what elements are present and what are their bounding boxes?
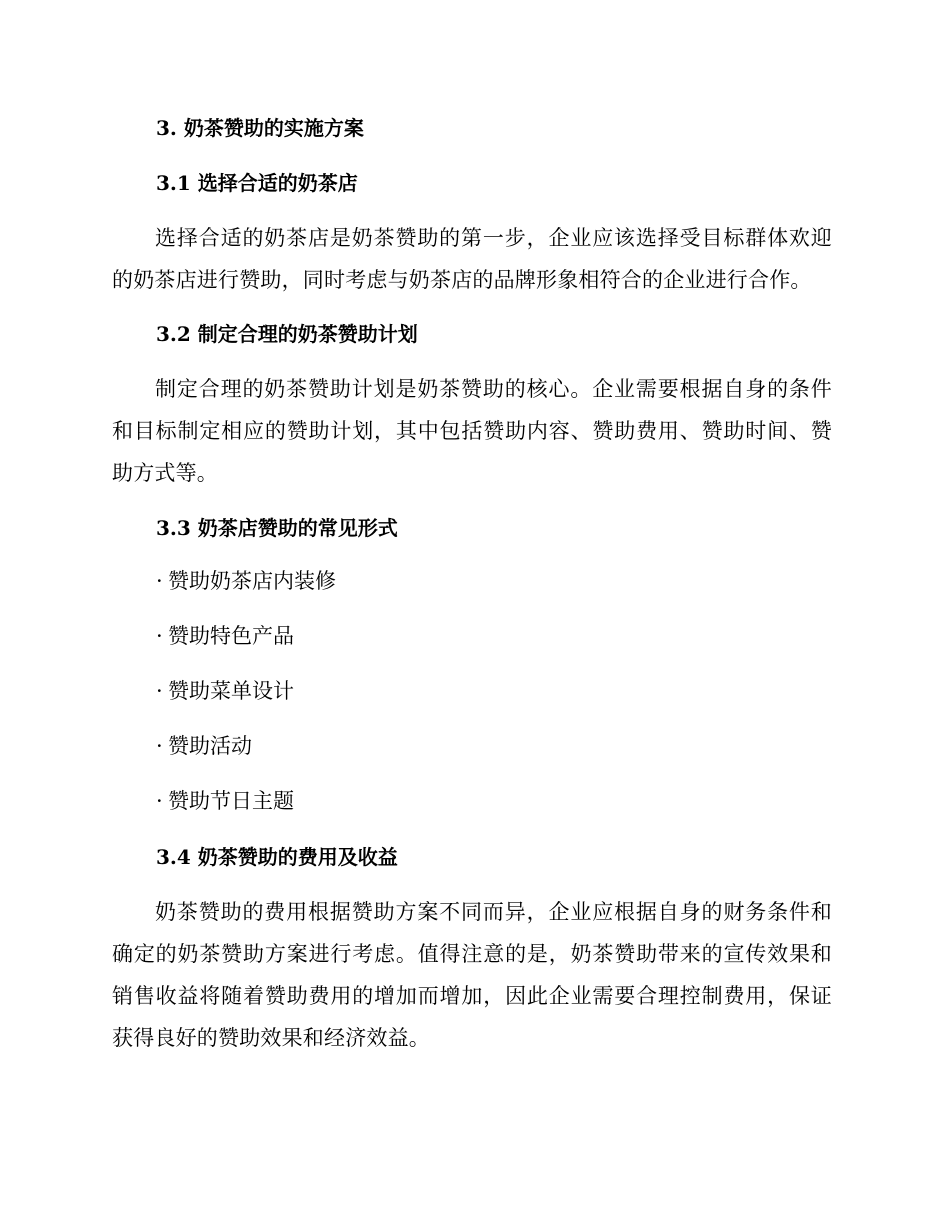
paragraph-3-1: 选择合适的奶茶店是奶茶赞助的第一步，企业应该选择受目标群体欢迎的奶茶店进行赞助，同时考虑与奶茶店的品牌形象相符合的企业进行合作。 xyxy=(112,226,832,292)
bullet: · xyxy=(156,679,163,703)
section-heading: 3. 奶茶赞助的实施方案 xyxy=(156,116,364,140)
bullet: · xyxy=(156,624,163,648)
list-item xyxy=(156,622,876,650)
list-item xyxy=(156,787,876,815)
subsection-heading-3-2: 3.2 制定合理的奶茶赞助计划 xyxy=(156,322,418,346)
bullet: · xyxy=(156,569,163,593)
list-item xyxy=(156,677,876,705)
bullet: · xyxy=(156,734,163,758)
paragraph-3-4: 奶茶赞助的费用根据赞助方案不同而异，企业应根据自身的财务条件和确定的奶茶赞助方案进行考虑。值得注意的是，奶茶赞助带来的宣传效果和销售收益将随着赞助费用的增加而增加，因此企业需要合理控制费用，保证获得良好的赞助效果和经济效益。 xyxy=(112,900,832,1050)
bullet: · xyxy=(156,789,163,813)
list-item-text: 赞助活动 xyxy=(168,734,252,758)
list-item xyxy=(156,567,876,595)
subsection-heading-3-3: 3.3 奶茶店赞助的常见形式 xyxy=(156,516,398,540)
subsection-heading-3-1: 3.1 选择合适的奶茶店 xyxy=(156,171,358,195)
paragraph-3-2: 制定合理的奶茶赞助计划是奶茶赞助的核心。企业需要根据自身的条件和目标制定相应的赞助计划，其中包括赞助内容、赞助费用、赞助时间、赞助方式等。 xyxy=(112,377,832,485)
list-item-text: 赞助特色产品 xyxy=(168,624,294,648)
list-item xyxy=(156,732,876,760)
list-item-text: 赞助节日主题 xyxy=(168,789,294,813)
list-item-text: 赞助奶茶店内装修 xyxy=(168,569,336,593)
subsection-heading-3-4: 3.4 奶茶赞助的费用及收益 xyxy=(156,845,398,869)
list-item-text: 赞助菜单设计 xyxy=(168,679,294,703)
